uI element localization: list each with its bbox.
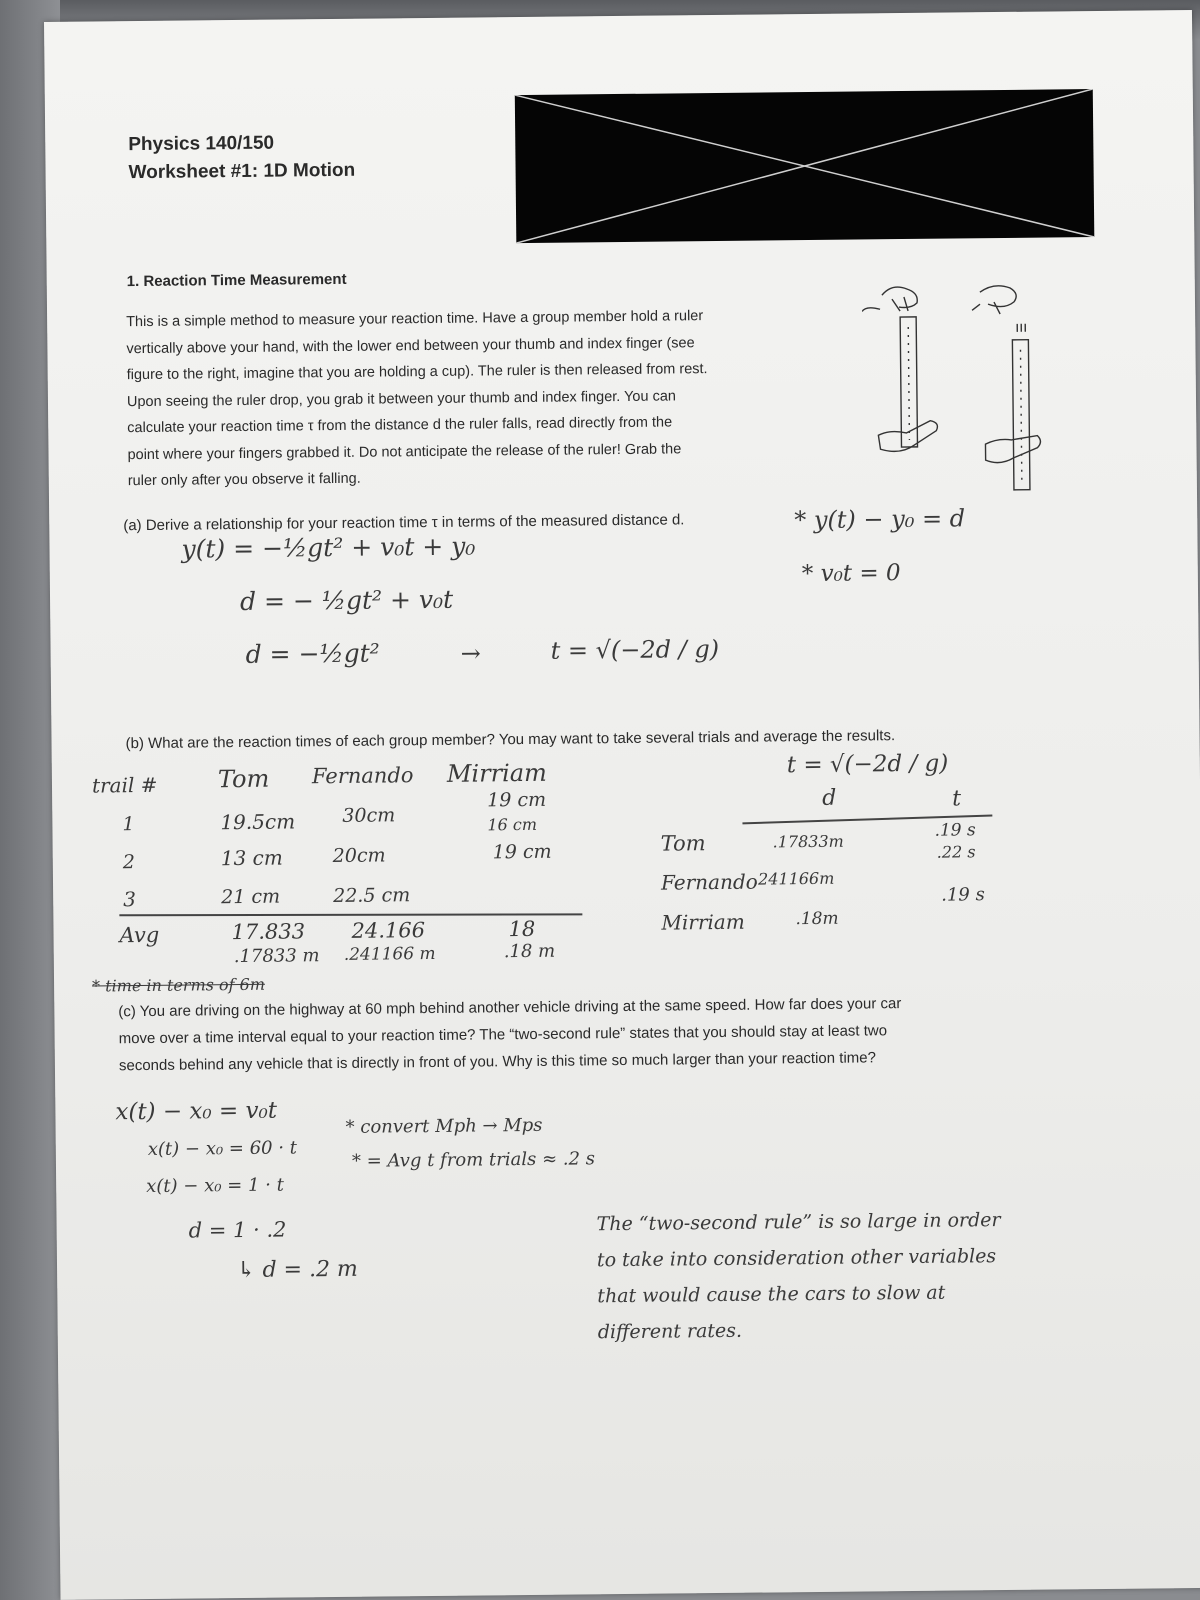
paragraph-line: figure to the right, imagine that you are holding a cup). The ruler is then released from rest. [126, 361, 708, 384]
paragraph-line: ruler only after you observe it falling. [127, 470, 361, 490]
redaction-cross-icon [515, 89, 1095, 243]
table-cell: 3 [123, 887, 137, 912]
question-c [118, 988, 1139, 1080]
crossed-out-note: * time in terms of 6m [91, 974, 266, 996]
hw-arrow: → [460, 639, 481, 668]
results-name: Fernando [660, 869, 758, 895]
table-avg-m: .18 m [503, 940, 556, 963]
table-avg: 24.166 [351, 918, 426, 943]
table-divider [119, 913, 582, 916]
hw-note-displacement: * y(t) − y₀ = d [794, 504, 966, 535]
results-time: .19 s [934, 820, 976, 841]
paragraph-line: This is a simple method to measure your reaction time. Have a group member hold a ruler [126, 308, 704, 331]
paragraph-line: Upon seeing the ruler drop, you grab it between your thumb and index finger. You can [126, 387, 677, 410]
question-c-line: (c) You are driving on the highway at 60 mph behind another vehicle driving at the same speed. How far does your car [118, 995, 902, 1021]
hw-eq-time: t = √(−2d / g) [550, 634, 720, 665]
table-avg-m: .17833 m [233, 945, 320, 968]
table-cell: 1 [122, 813, 135, 836]
course-title: Physics 140/150 [128, 132, 275, 156]
hw-eq-distance-simplified: d = −½gt² [245, 638, 380, 669]
hw-c-note: * = Avg t from trials ≈ .2 s [351, 1148, 596, 1172]
table-avg: 17.833 [231, 919, 306, 945]
hw-time-formula: t = √(−2d / g) [786, 750, 949, 779]
results-header-t: t [952, 786, 962, 812]
results-time: .19 s [941, 884, 985, 906]
results-distance: .17833m [772, 831, 844, 852]
section-title: 1. Reaction Time Measurement [126, 270, 347, 291]
results-name: Tom [660, 831, 706, 856]
hw-c-answer-line: to take into consideration other variables [596, 1245, 997, 1272]
table-header-mirriam: Mirriam [446, 758, 547, 788]
table-cell: 19.5cm [220, 809, 296, 835]
table-cell: 20cm [332, 844, 386, 868]
table-cell: 22.5 cm [333, 884, 411, 908]
results-header-d: d [822, 785, 837, 811]
table-avg-label: Avg [119, 922, 160, 948]
worksheet-page [44, 10, 1200, 1600]
hw-c-answer-line: that would cause the cars to slow at [597, 1281, 946, 1308]
hw-eq-position: y(t) = −½gt² + v₀t + y₀ [181, 531, 476, 564]
question-a: (a) Derive a relationship for your reaction time τ in terms of the measured distance d. [123, 511, 685, 535]
results-time: .22 s [936, 842, 976, 862]
hw-eq-distance: d = − ½gt² + v₀t [239, 584, 454, 616]
paragraph-line: calculate your reaction time τ from the distance d the ruler falls, read directly from the [127, 414, 673, 437]
hw-c-answer-line: The “two-second rule” is so large in order [596, 1209, 1001, 1236]
worksheet-title: Worksheet #1: 1D Motion [128, 159, 356, 184]
hw-c-note: * convert Mph → Mps [345, 1114, 543, 1138]
results-distance: .18m [795, 908, 839, 930]
redaction-box [515, 89, 1095, 243]
table-cell: 21 cm [221, 885, 281, 909]
table-cell: 2 [122, 851, 136, 874]
table-cell: 30cm [342, 804, 396, 827]
table-cell: 19 cm [487, 788, 547, 812]
table-cell: 13 cm [220, 845, 283, 871]
hw-c-eq: d = 1 · .2 [188, 1217, 287, 1243]
hw-note-initial-velocity: * v₀t = 0 [801, 560, 901, 588]
section-paragraph [126, 301, 868, 494]
results-distance: .241166m [752, 868, 835, 889]
question-b: (b) What are the reaction times of each group member? You may want to take several trials and average the results. [125, 727, 896, 753]
results-name: Mirriam [661, 909, 745, 935]
question-c-line: move over a time interval equal to your reaction time? The “two-second rule” states that you should stay at least two [118, 1022, 888, 1048]
table-avg-m: .241166 m [343, 943, 436, 965]
paragraph-line: point where your fingers grabbed it. Do not anticipate the release of the ruler! Grab the [127, 440, 682, 463]
hw-c-eq: x(t) − x₀ = 60 · t [147, 1137, 298, 1160]
table-cell: 19 cm [492, 840, 552, 864]
paragraph-line: vertically above your hand, with the lower end between your thumb and index finger (see [126, 334, 695, 357]
table-header-tom: Tom [217, 764, 270, 794]
hw-c-answer [596, 1202, 1001, 1350]
hw-c-eq: x(t) − x₀ = v₀t [115, 1097, 278, 1126]
hw-c-answer-line: different rates. [597, 1319, 743, 1344]
table-header-fernando: Fernando [311, 763, 414, 789]
table-header-trial: trail # [91, 772, 158, 798]
hw-c-eq: x(t) − x₀ = 1 · t [146, 1174, 285, 1197]
table-avg: 18 [508, 916, 536, 942]
table-cell: 16 cm [487, 814, 538, 835]
question-c-line: seconds behind any vehicle that is directly in front of you. Why is this time so much larger than your reaction time? [118, 1049, 877, 1075]
hw-c-result: ↳ d = .2 m [236, 1256, 358, 1284]
ruler-hand-figure [862, 273, 1064, 505]
